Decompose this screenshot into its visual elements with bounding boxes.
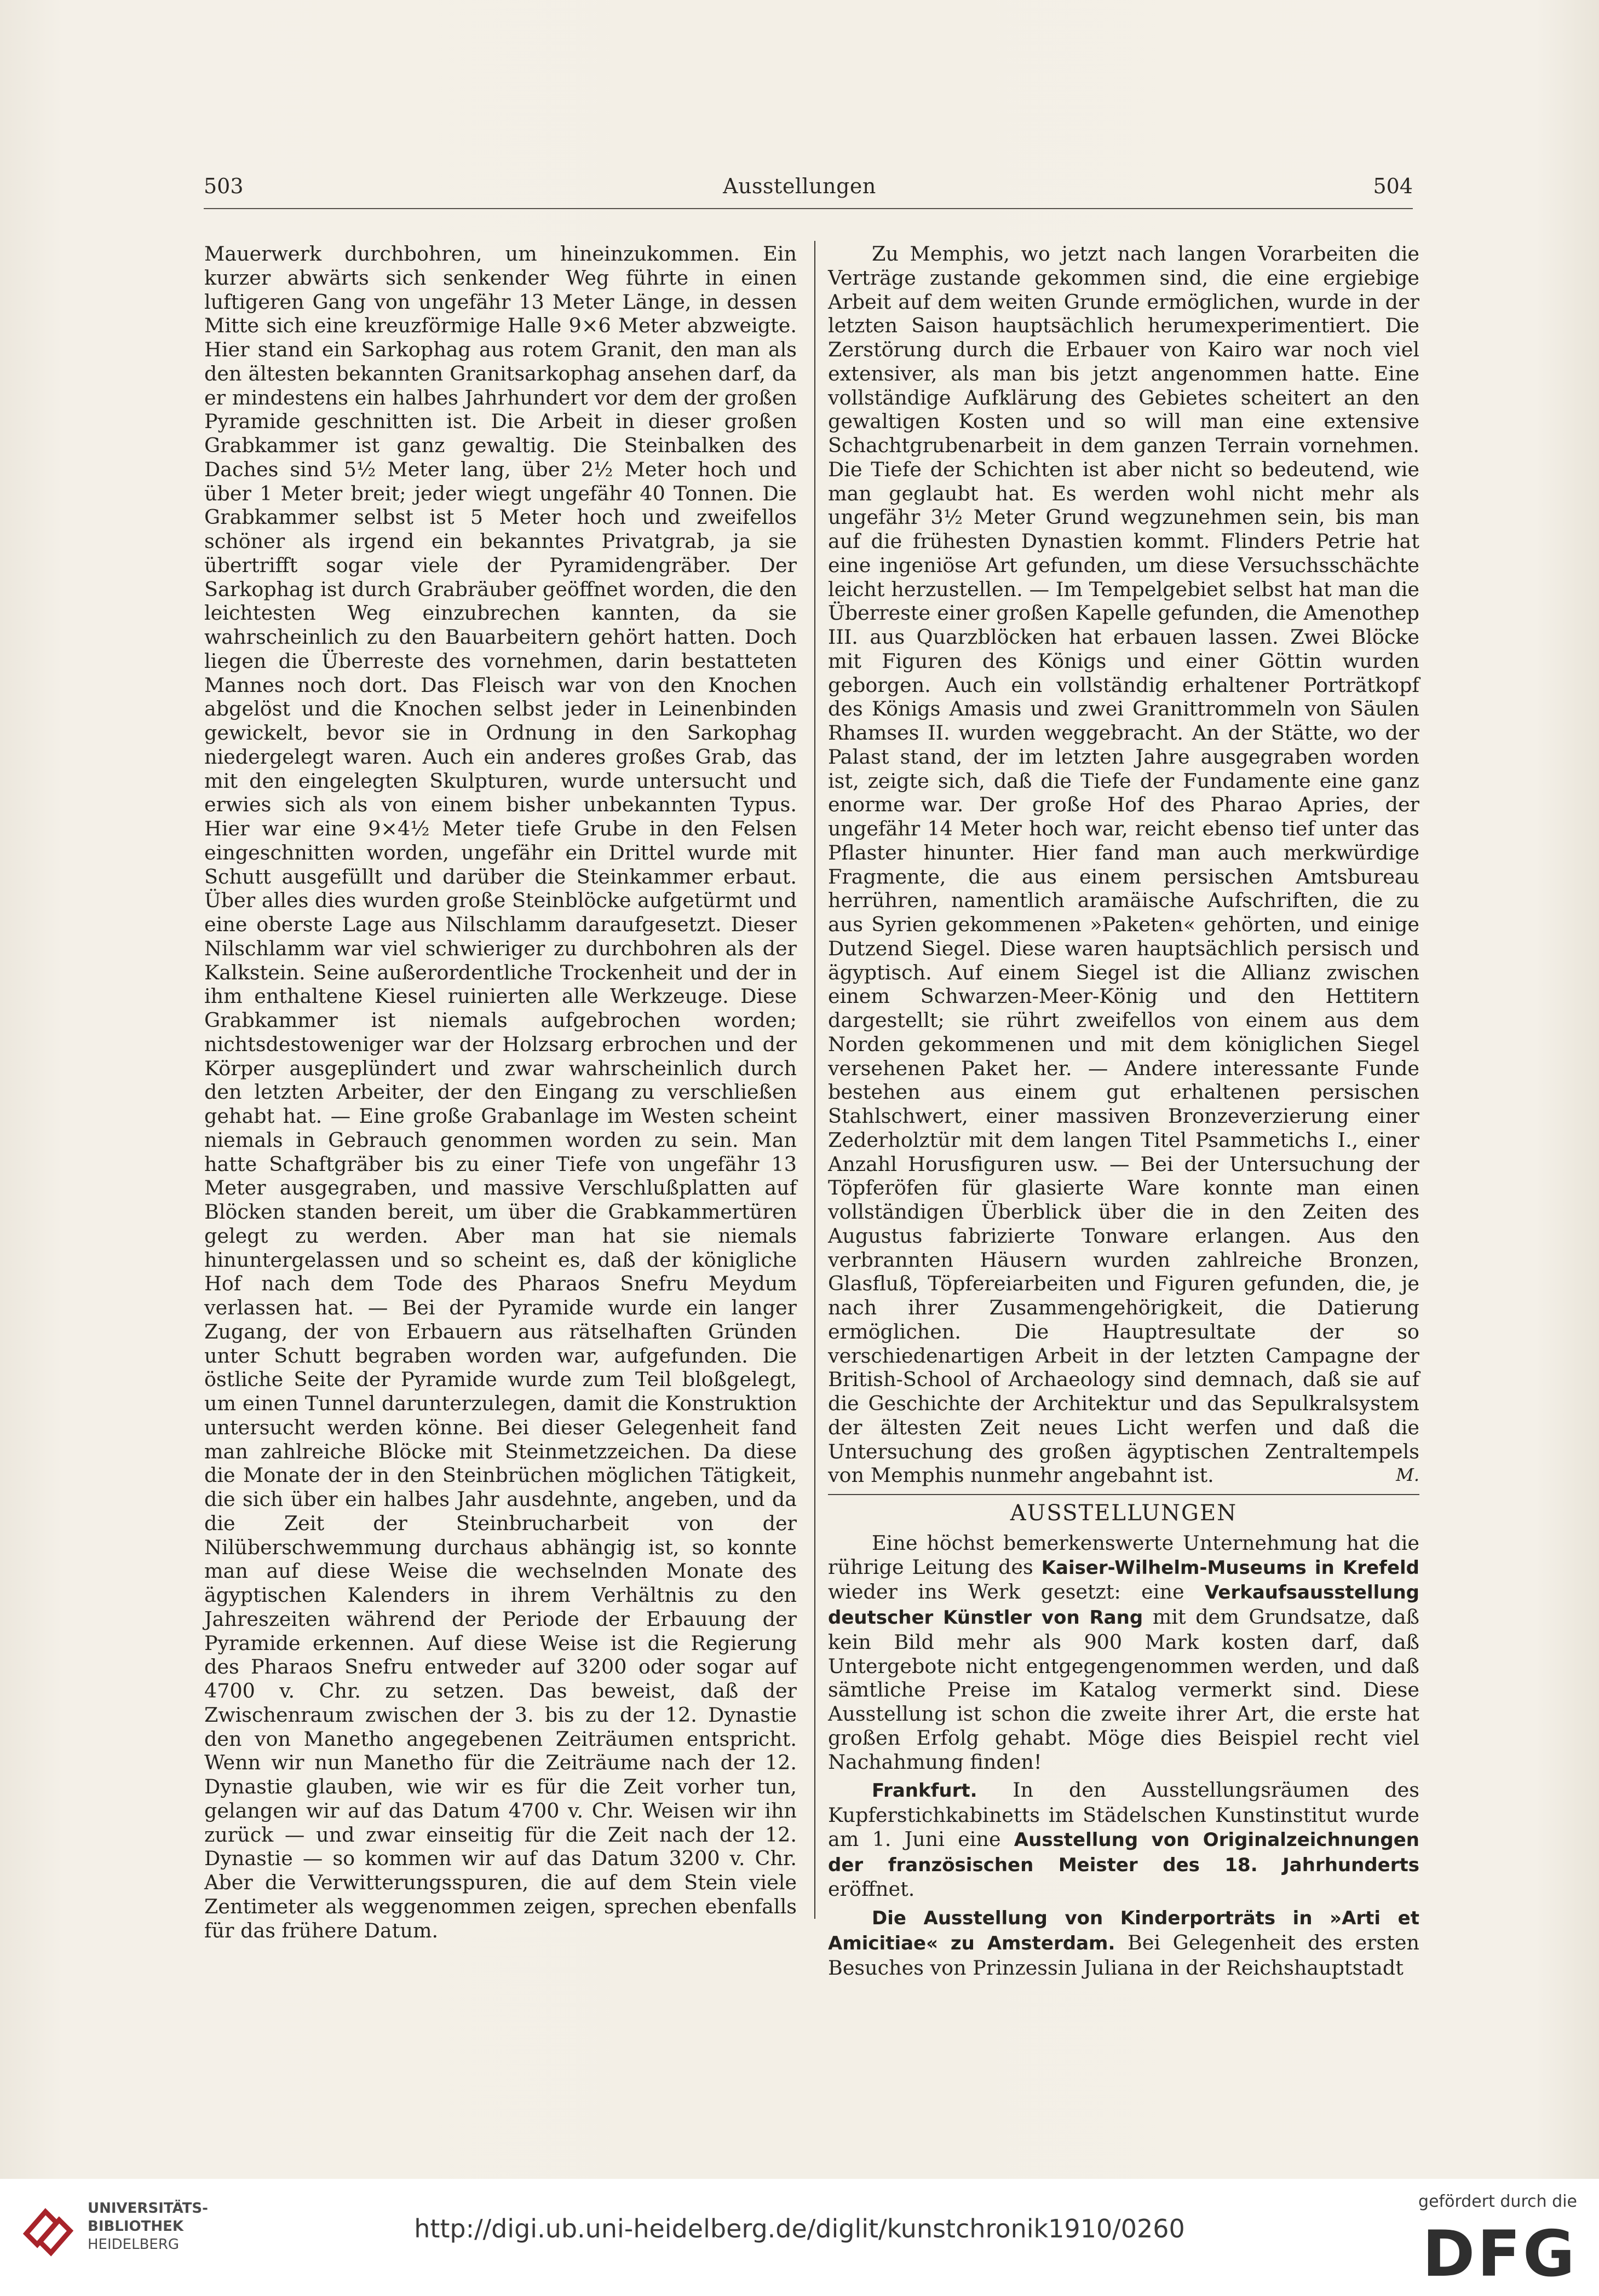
frankfurt-paragraph — [828, 1778, 1419, 1901]
library-name-line-1: UNIVERSITÄTS- — [88, 2200, 208, 2217]
frankfurt-exhibition-name: Ausstellung von Originalzeichnungen der französischen Meister des 18. Jahrhunderts — [828, 1828, 1419, 1876]
krefeld-exhibition-name: Verkaufsausstellung deutscher Künstler von Rang — [828, 1582, 1419, 1629]
memphis-paragraph — [828, 242, 1419, 1487]
left-column — [204, 242, 797, 1942]
amsterdam-text: Bei Gelegenheit des ersten Besuches von Prinzessin Juliana in der Reichshauptstadt — [828, 1930, 1419, 1980]
frankfurt-place: Frankfurt. — [872, 1780, 977, 1802]
library-name-line-2: BIBLIOTHEK — [88, 2218, 184, 2235]
krefeld-museum-name: Kaiser-Wilhelm-Museums in Krefeld — [1041, 1556, 1419, 1579]
left-column-paragraph: Mauerwerk durchbohren, um hineinzukommen. Ein kurzer abwärts sich senkender Weg führte in einen luftigeren Gang von ungefähr 13 Meter Länge, in dessen Mitte sich eine kreuzförmige Halle 9×6 Meter abzweigte. Hier stand ein Sarkophag aus rotem Granit, den man als den ältesten bekannten Granitsarkophag ansehen darf, da er mindestens ein halbes Jahrhundert vor dem der großen Pyramide geschnitten ist. Die Arbeit in dieser großen Grabkammer ist ganz gewaltig. Die Steinbalken des Daches sind 5½ Meter lang, über 2½ Meter hoch und über 1 Meter breit; jeder wiegt ungefähr 40 Tonnen. Die Grabkammer selbst ist 5 Meter hoch und zweifellos schöner als irgend ein bekanntes Privatgrab, ja sie übertrifft sogar viele der Pyramidengräber. Der Sarkophag ist durch Grabräuber geöffnet worden, die den leichtesten Weg einzubrechen kannten, da sie wahrscheinlich zu den Bauarbeitern gehört hatten. Doch liegen die Überreste des vornehmen, darin bestatteten Mannes noch dort. Das Fleisch war von den Knochen abgelöst und die Knochen selbst jeder in Leinenbinden gewickelt, bevor sie in Ordnung in den Sarkophag niedergelegt waren. Auch ein anderes großes Grab, das mit den eingelegten Skulpturen, wurde untersucht und erwies sich als von einem bisher unbekannten Typus. Hier war eine 9×4½ Meter tiefe Grube in den Felsen eingeschnitten worden, ungefähr ein Drittel wurde mit Schutt ausgefüllt und darüber die Steinkammer erbaut. Über alles dies wurden große Steinblöcke aufgetürmt und eine oberste Lage aus Nilschlamm daraufgesetzt. Dieser Nilschlamm war viel schwieriger zu durchbohren als der Kalkstein. Seine außerordentliche Trockenheit und der in ihm enthaltene Kiesel ruinierten alle Werkzeuge. Diese Grabkammer ist niemals aufgebrochen worden; nichtsdestoweniger war der Holzsarg erbrochen und der Körper ausgeplündert und zwar wahrscheinlich durch den letzten Arbeiter, der den Eingang zu verschließen gehabt hat. — Eine große Grabanlage im Westen scheint niemals in Gebrauch genommen worden zu sein. Man hatte Schaftgräber bis zu einer Tiefe von ungefähr 13 Meter ausgegraben, und massive Verschlußplatten auf Blöcken standen bereit, um über die Grabkammertüren gelegt zu werden. Aber man hat sie niemals hinuntergelassen und so scheint es, daß der königliche Hof nach dem Tode des Pharaos Snefru Meydum verlassen hat. — Bei der Pyramide wurde ein langer Zugang, der von Erbauern aus rätselhaften Gründen unter Schutt begraben worden war, aufgefunden. Die östliche Seite der Pyramide wurde zum Teil bloßgelegt, um einen Tunnel darunterzulegen, damit die Konstruktion untersucht werden könne. Bei dieser Gelegenheit fand man zahlreiche Blöcke mit Steinmetzzeichen. Da diese die Monate der in den Steinbrüchen möglichen Tätigkeit, die sich über ein halbes Jahr ausdehnte, angeben, und da die Zeit der Steinbrucharbeit von der Nilüberschwemmung durchaus abhängig ist, so konnte man auf diese Weise die wechselnden Monate des ägyptischen Kalenders in ihrem Verhältnis zu den Jahreszeiten während der Periode der Erbauung der Pyramide erkennen. Auf diese Weise ist die Regierung des Pharaos Snefru entweder auf 3200 oder sogar auf 4700 v. Chr. zu setzen. Das beweist, daß der Zwischenraum zwischen der 3. bis zu der 12. Dynastie den von Manetho angegebenen Zeiträumen entspricht. Wenn wir nun Manetho für die Zeiträume nach der 12. Dynastie glauben, wie wir es für die Zeit vorher tun, gelangen wir auf das Datum 4700 v. Chr. Weisen wir ihn zurück — und zwar einseitig für die Zeit nach der 12. Dynastie — so kommen wir auf das Datum 3200 v. Chr. Aber die Verwitterungsspuren, die auf dem Stein viele Zentimeter als weggenommen zeigen, sprechen ebenfalls für das frühere Datum. — [204, 242, 797, 1942]
funded-by-text: gefördert durch die — [1418, 2192, 1577, 2211]
column-divider — [814, 241, 815, 1919]
running-title: Ausstellungen — [723, 174, 876, 198]
section-heading: AUSSTELLUNGEN — [1010, 1501, 1238, 1526]
library-name-line-3: HEIDELBERG — [88, 2236, 180, 2253]
krefeld-text-3: mit dem Grundsatze, daß kein Bild mehr als 900 Mark kosten darf, daß Untergebote nicht entgegengenommen werden, und daß sämtliche Preise im Katalog vermerkt sind. Diese Ausstellung ist schon die zweite ihrer Art, die erste hat großen Erfolg gehabt. Möge dies Beispiel recht viel Nachahmung finden! — [828, 1605, 1419, 1774]
header-rule — [204, 208, 1413, 209]
amsterdam-paragraph — [828, 1906, 1419, 1980]
frankfurt-text-2: eröffnet. — [828, 1877, 915, 1901]
page-number-left: 503 — [204, 174, 244, 198]
frankfurt-text-1: In den Ausstellungsräumen des Kupferstichkabinetts im Städelschen Kunstinstitut wurde am 1. Juni eine — [828, 1778, 1419, 1851]
right-column — [828, 242, 1419, 1980]
memphis-text: Zu Memphis, wo jetzt nach langen Vorarbeiten die Verträge zustande gekommen sind, die eine ergiebige Arbeit auf dem weiten Grunde ermöglichen, wurde in der letzten Saison hauptsächlich herumexperimentiert. Die Zerstörung durch die Erbauer von Kairo war noch viel extensiver, als man bis jetzt angenommen hatte. Eine vollständige Aufklärung des Gebietes scheitert an den gewaltigen Kosten und so will man eine extensive Schachtgrubenarbeit in dem ganzen Terrain vornehmen. Die Tiefe der Schichten ist aber nicht so bedeutend, wie man geglaubt hat. Es werden wohl nicht mehr als ungefähr 3½ Meter Grund wegzunehmen sein, bis man auf die frühesten Dynastien kommt. Flinders Petrie hat eine ingeniöse Art gefunden, um diese Versuchsschächte leicht herzustellen. — Im Tempelgebiet selbst hat man die Überreste einer großen Kapelle gefunden, die Amenothep III. aus Quarzblöcken hat erbauen lassen. Zwei Blöcke mit Figuren des Königs und einer Göttin wurden geborgen. Auch ein vollständig erhaltener Porträtkopf des Königs Amasis und zwei Granittrommeln von Säulen Rhamses II. wurden weggebracht. An der Stätte, wo der Palast stand, der im letzten Jahre ausgegraben worden ist, zeigte sich, daß die Tiefe der Fundamente eine ganz enorme war. Der große Hof des Pharao Apries, der ungefähr 14 Meter hoch war, reicht ebenso tief unter das Pflaster hinunter. Hier fand man auch merkwürdige Fragmente, die aus einem persischen Amtsbureau herrühren, namentlich aramäische Aufschriften, die zu aus Syrien gekommenen »Paketen« gehörten, und einige Dutzend Siegel. Diese waren hauptsächlich persisch und ägyptisch. Auf einem Siegel ist die Allianz zwischen einem Schwarzen-Meer-König und den Hettitern dargestellt; sie rührt zweifellos von einem aus dem Norden gekommenen und mit dem königlichen Siegel versehenen Paket her. — Andere interessante Funde bestehen aus einem gut erhaltenen persischen Stahlschwert, einer massiven Bronzeverzierung einer Zederholztür mit dem langen Titel Psammetichs I., einer Anzahl Horusfiguren usw. — Bei der Untersuchung der Töpferöfen für glasierte Ware konnte man einen vollständigen Überblick über die in den Zeiten des Augustus fabrizierte Tonware erlangen. Aus den verbrannten Häusern wurden zahlreiche Bronzen, Glasfluß, Töpfereiarbeiten und Figuren gefunden, die, je nach ihrer Zusammengehörigkeit, die Datierung ermöglichen. Die Hauptresultate der so verschiedenartigen Arbeit in der letzten Campagne der British-School of Archaeology sind demnach, daß sie auf die Geschichte der Architektur und das Sepulkralsystem der ältesten Zeit neues Licht werfen und daß die Untersuchung des großen ägyptischen Zentraltempels von Memphis nunmehr angebahnt ist. — [828, 242, 1419, 1487]
krefeld-paragraph — [828, 1531, 1419, 1774]
amsterdam-exhibition-name: Die Ausstellung von Kinderporträts in »Arti et Amicitiae« zu Amsterdam. — [828, 1907, 1419, 1954]
permalink-url[interactable]: http://digi.ub.uni-heidelberg.de/diglit/kunstchronik1910/0260 — [414, 2214, 1185, 2243]
digitization-footer — [0, 2179, 1599, 2296]
krefeld-text-1: Eine höchst bemerkenswerte Unternehmung hat die rührige Leitung des — [828, 1531, 1419, 1579]
page-number-right: 504 — [1373, 174, 1413, 198]
krefeld-text-2: wieder ins Werk gesetzt: eine — [828, 1580, 1205, 1604]
section-divider — [828, 1494, 1419, 1495]
author-signature: M. — [1396, 1464, 1419, 1486]
dfg-logo: DFG — [1422, 2217, 1577, 2291]
